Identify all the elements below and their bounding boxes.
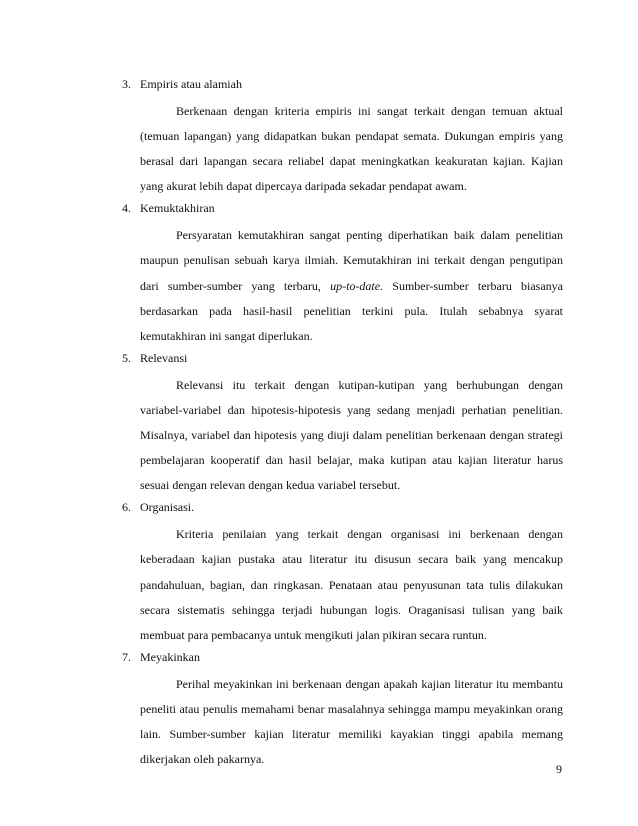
item-heading: Organisasi. <box>140 500 195 515</box>
item-number: 6. <box>122 500 131 515</box>
italic-term: up-to-date <box>330 278 381 293</box>
item-paragraph <box>122 373 563 498</box>
paragraph-text: Kriteria penilaian yang terkait dengan organisasi ini berkenaan dengan keberadaan kajian pustaka atau literatur itu disusun secara baik yang mencakup pandahuluan, bagian, dan ringkasan. Penataan atau penyusunan tata tulis dilakukan secara sistematis sehingga terjadi hubungan logis. Oraganisasi tulisan yang baik membuat para pembacanya untuk mengikuti jalan pikiran secara runtun. <box>140 527 563 642</box>
paragraph-text: . Sumber-sumber terbaru biasanya berdasarkan pada hasil-hasil penelitian terkini pula. Itulah sebabnya syarat kemutakhiran ini sangat diperlukan. <box>140 278 564 343</box>
item-number: 5. <box>122 350 131 365</box>
item-paragraph <box>122 522 563 647</box>
item-paragraph <box>122 99 563 199</box>
item-heading: Kemuktakhiran <box>140 201 215 216</box>
list-item <box>122 75 563 199</box>
list-item <box>122 199 563 348</box>
item-heading: Meyakinkan <box>140 649 200 664</box>
criteria-list <box>122 75 563 772</box>
paragraph-text: Persyaratan kemutakhiran sangat penting diperhatikan baik dalam penelitian maupun penulisan sebuah karya ilmiah. Kemutakhiran ini terkait dengan pengutipan dari sumber-sumber yang terbaru, <box>140 228 563 293</box>
list-item <box>122 648 563 772</box>
item-number: 7. <box>122 649 131 664</box>
item-paragraph <box>122 672 563 772</box>
item-heading: Relevansi <box>140 350 188 365</box>
item-paragraph <box>122 223 563 348</box>
item-heading: Empiris atau alamiah <box>140 77 242 91</box>
paragraph-text: Berkenaan dengan kriteria empiris ini sangat terkait dengan temuan aktual (temuan lapangan) yang didapatkan bukan pendapat semata. Dukungan empiris yang berasal dari lapangan secara reliabel dapat meningkatkan keakuratan kajian. Kajian yang akurat lebih dapat dipercaya daripada sekadar pendapat awam. <box>140 104 563 194</box>
list-item <box>122 349 563 498</box>
item-number: 4. <box>122 201 131 216</box>
item-number: 3. <box>122 77 131 91</box>
list-item <box>122 498 563 647</box>
page-number: 9 <box>556 762 562 776</box>
paragraph-text: Perihal meyakinkan ini berkenaan dengan apakah kajian literatur itu membantu peneliti atau penulis memahami benar masalahnya sehingga mampu meyakinkan orang lain. Sumber-sumber kajian literatur memiliki kayakian tinggi apabila memang dikerjakan oleh pakarnya. <box>140 676 563 767</box>
paragraph-text: Relevansi itu terkait dengan kutipan-kutipan yang berhubungan dengan variabel-variabel dan hipotesis-hipotesis yang sedang menjadi perhatian penelitian. Misalnya, variabel dan hipotesis yang diuji dalam penelitian berkenaan dengan strategi pembelajaran kooperatif dan hasil belajar, maka kutipan atau kajian literatur harus sesuai dengan relevan dengan kedua variabel tersebut. <box>140 377 563 493</box>
